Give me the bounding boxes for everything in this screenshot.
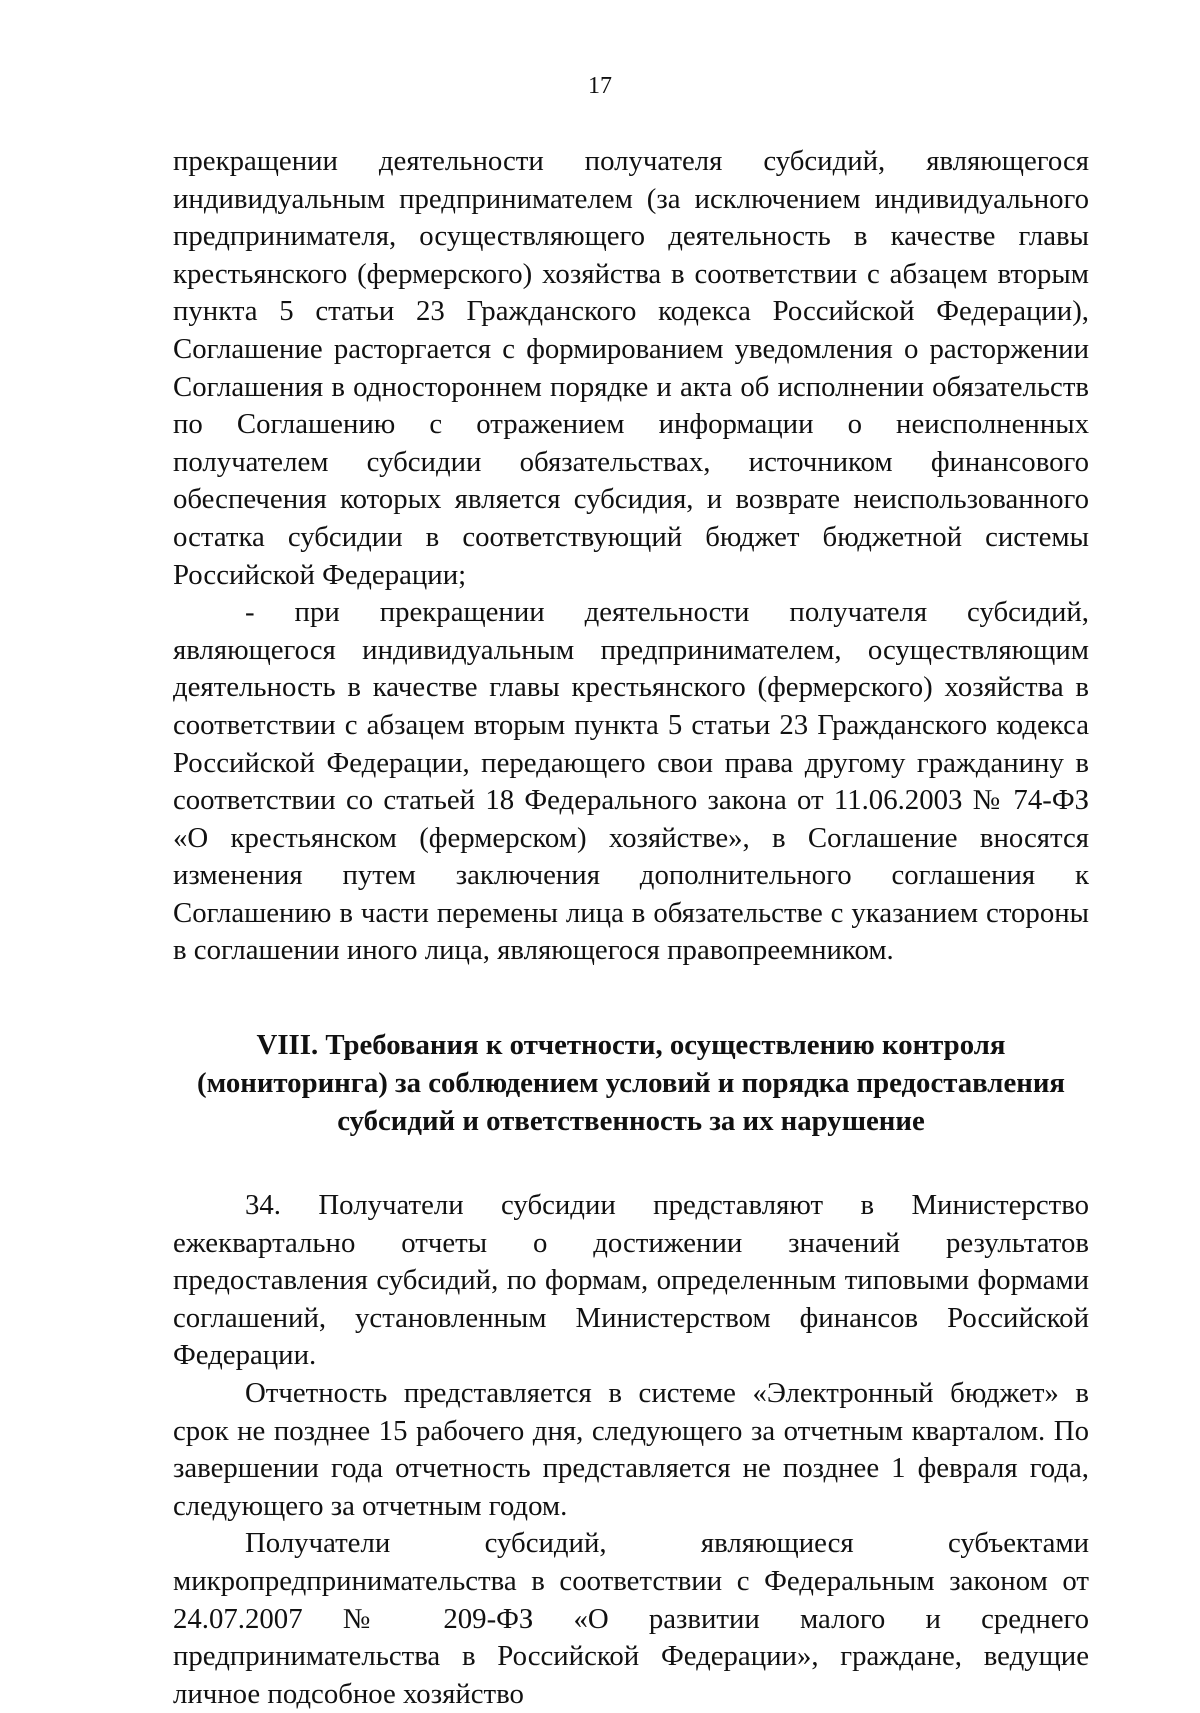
section-heading-line-1: VIII. Требования к отчетности, осуществлению контроля bbox=[256, 1029, 1006, 1062]
section-heading-line-2: (мониторинга) за соблюдением условий и порядка предоставления bbox=[197, 1067, 1065, 1100]
page-number: 17 bbox=[588, 73, 612, 99]
section-heading bbox=[173, 1026, 1089, 1140]
paragraph-reporting-deadline: Отчетность представляется в системе «Электронный бюджет» в срок не позднее 15 рабочего дня, следующего за отчетным кварталом. По завершении года отчетность представляется не позднее 1 февраля года, следующего за отчетным годом. bbox=[173, 1377, 1089, 1522]
document-body bbox=[173, 143, 1089, 1713]
paragraph-micro-entrepreneurs: Получатели субсидий, являющиеся субъектами микропредпринимательства в соответствии с Федеральным законом от 24.07.2007 № 209-ФЗ «О развитии малого и среднего предпринимательства в Российской Федерации», граждане, ведущие личное подсобное хозяйство bbox=[173, 1527, 1089, 1710]
paragraph-kfh-succession: - при прекращении деятельности получателя субсидий, являющегося индивидуальным предпринимателем, осуществляющим деятельность в качестве главы крестьянского (фермерского) хозяйства в соответствии с абзацем вторым пункта 5 статьи 23 Гражданского кодекса Российской Федерации, передающего свои права другому гражданину в соответствии со статьей 18 Федерального закона от 11.06.2003 № 74-ФЗ «О крестьянском (фермерском) хозяйстве», в Соглашение вносятся изменения путем заключения дополнительного соглашения к Соглашению в части перемены лица в обязательстве с указанием стороны в соглашении иного лица, являющегося правопреемником. bbox=[173, 596, 1089, 967]
paragraph-termination-ip: прекращении деятельности получателя субсидий, являющегося индивидуальным предпринимателем (за исключением индивидуального предпринимателя, осуществляющего деятельность в качестве главы крестьянского (фермерского) хозяйства в соответствии с абзацем вторым пункта 5 статьи 23 Гражданского кодекса Российской Федерации), Соглашение расторгается с формированием уведомления о расторжении Соглашения в одностороннем порядке и акта об исполнении обязательств по Соглашению с отражением информации о неисполненных получателем субсидии обязательствах, источником финансового обеспечения которых является субсидия, и возврате неиспользованного остатка субсидии в соответствующий бюджет бюджетной системы Российской Федерации; bbox=[173, 145, 1089, 591]
paragraph-34-reports: 34. Получатели субсидии представляют в Министерство ежеквартально отчеты о достижении значений результатов предоставления субсидий, по формам, определенным типовыми формами соглашений, установленным Министерством финансов Российской Федерации. bbox=[173, 1189, 1089, 1372]
section-heading-line-3: субсидий и ответственность за их нарушение bbox=[337, 1105, 925, 1138]
